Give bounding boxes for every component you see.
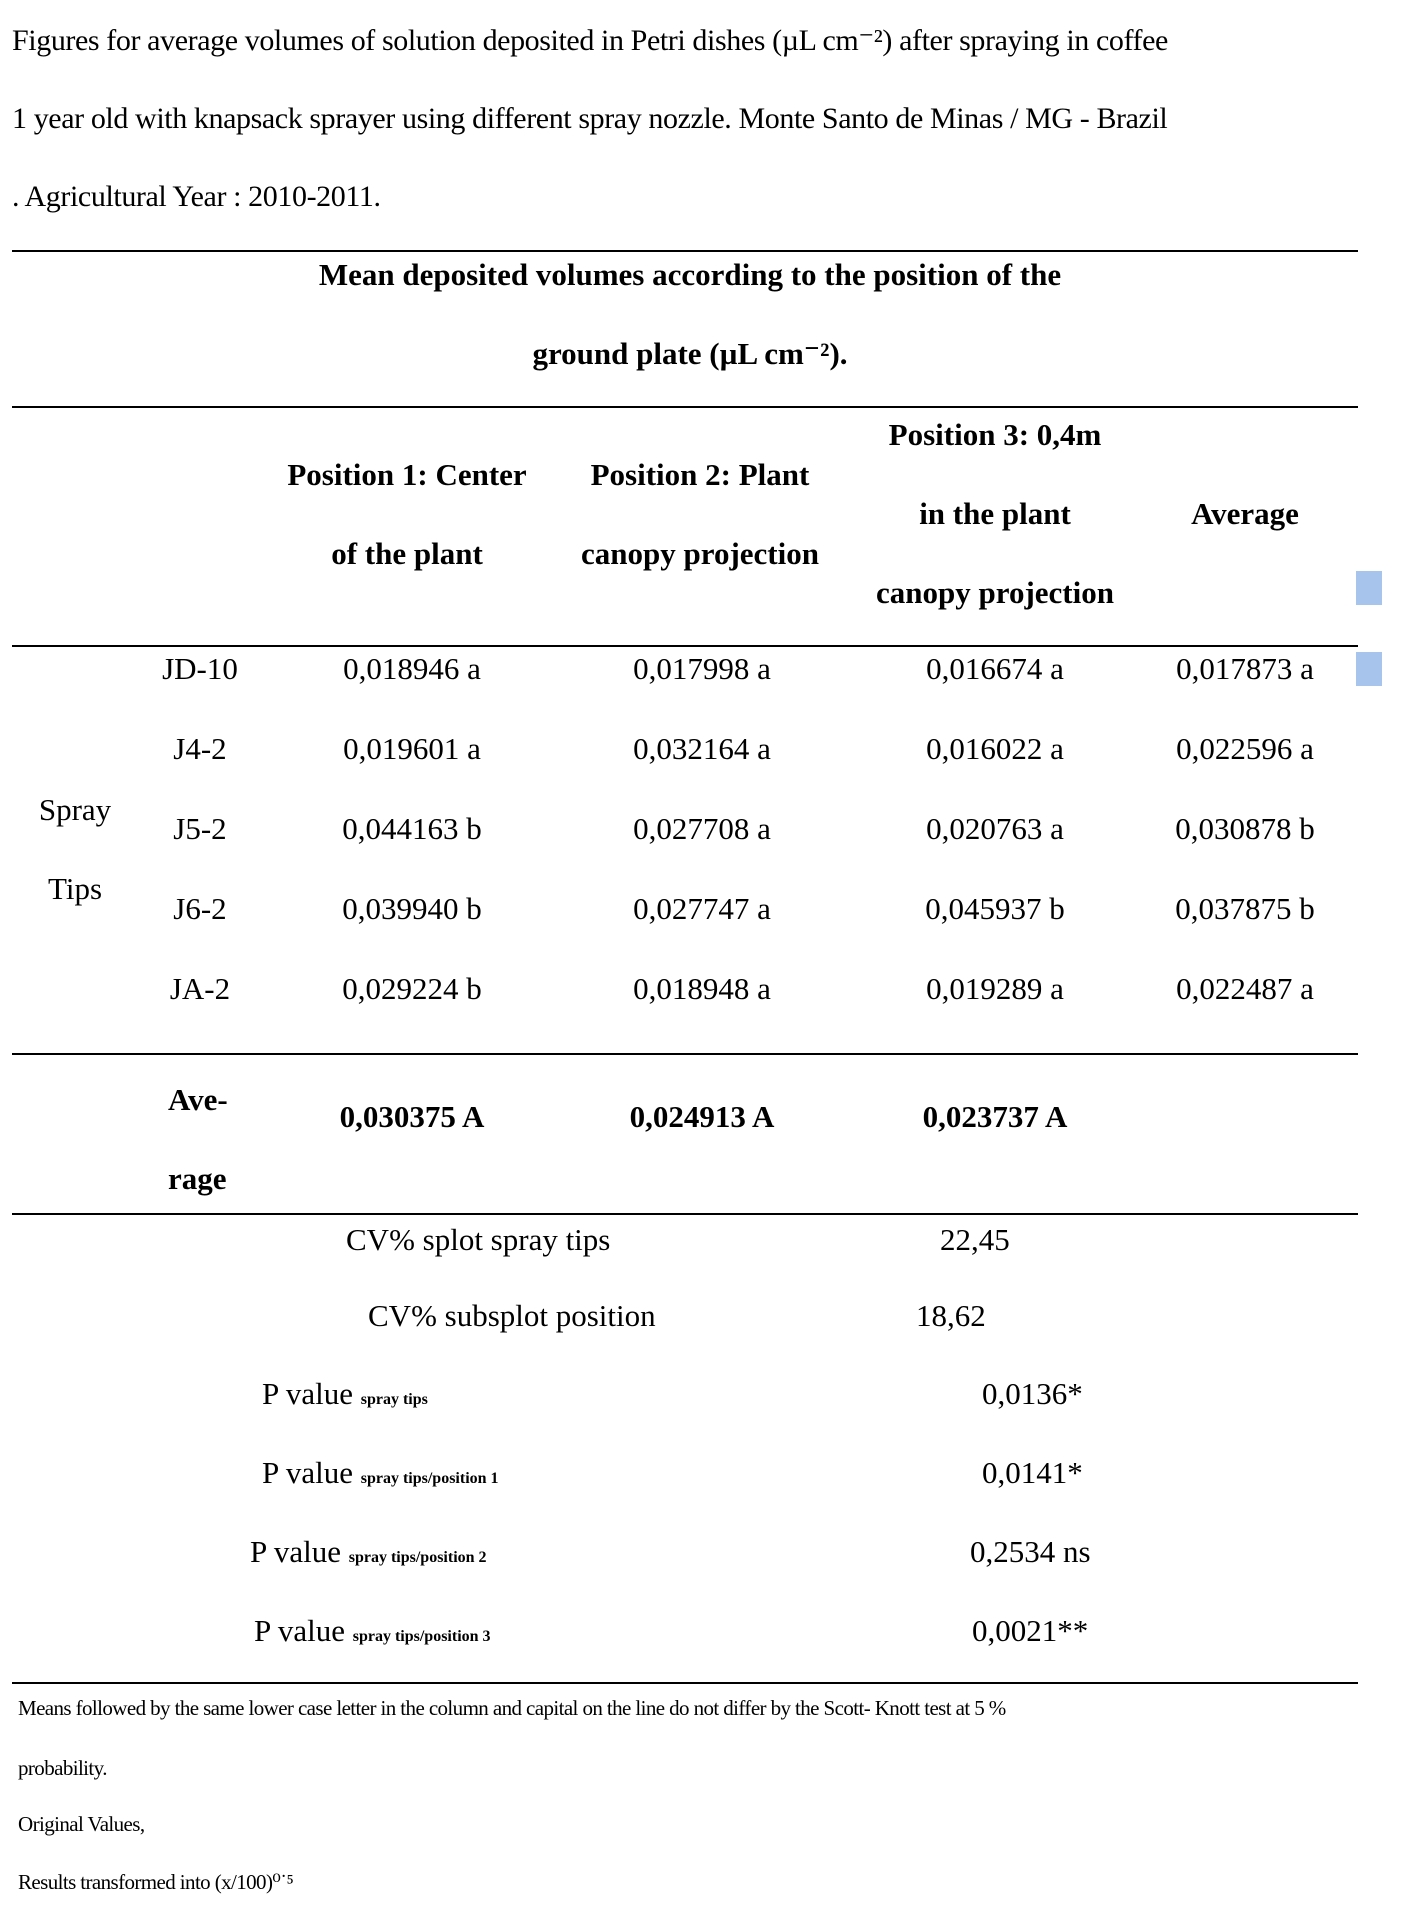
cell-value: 0,029224 b <box>342 971 482 1006</box>
column-header-position-3: Position 3: 0,4m in the plant canopy projection <box>876 417 1114 610</box>
row-label-j4-2: J4-2 <box>173 731 227 766</box>
cell-value: 0,037875 b <box>1175 891 1315 926</box>
caption-line-2: 1 year old with knapsack sprayer using different spray nozzle. Monte Santo de Minas / MG - Brazil <box>12 102 1168 135</box>
column-header-rule <box>12 645 1358 647</box>
average-position-1: 0,030375 A <box>339 1099 485 1134</box>
table-caption <box>12 2 1412 236</box>
body-bottom-rule <box>12 1053 1358 1055</box>
cell-value: 0,045937 b <box>925 891 1065 926</box>
cell-value: 0,032164 a <box>633 731 771 766</box>
cell-value: 0,017998 a <box>633 651 771 686</box>
column-header-position-1: Position 1: Center of the plant <box>287 457 527 571</box>
row-label-jd-10: JD-10 <box>162 651 238 686</box>
p-value-position-3-value: 0,0021** <box>972 1613 1089 1648</box>
cell-value: 0,030878 b <box>1175 811 1315 846</box>
cell-value: 0,019289 a <box>926 971 1064 1006</box>
footnote-line-1: Means followed by the same lower case letter in the column and capital on the line do not differ by the Scott- Knott test at 5 % <box>18 1696 1006 1720</box>
cv-position-value: 18,62 <box>916 1298 986 1333</box>
row-group-label: Spray Tips <box>38 792 112 906</box>
cell-value: 0,018946 a <box>343 651 481 686</box>
cell-value: 0,019601 a <box>343 731 481 766</box>
caption-line-3: . Agricultural Year : 2010-2011. <box>12 180 381 213</box>
cell-value: 0,020763 a <box>926 811 1064 846</box>
group-header-line-2: ground plate (µL cm⁻²). <box>532 336 848 371</box>
column-header-position-2: Position 2: Plant canopy projection <box>581 457 819 571</box>
cell-value: 0,018948 a <box>633 971 771 1006</box>
footnote-line-3: Original Values, <box>18 1812 145 1836</box>
cell-value: 0,027747 a <box>633 891 771 926</box>
average-position-2: 0,024913 A <box>629 1099 775 1134</box>
caption-line-1: Figures for average volumes of solution deposited in Petri dishes (µL cm⁻²) after spraying in coffee <box>12 24 1168 57</box>
row-label-ja-2: JA-2 <box>169 971 231 1006</box>
cell-value: 0,022487 a <box>1176 971 1314 1006</box>
p-value-tips-value: 0,0136* <box>982 1376 1083 1411</box>
side-marker <box>1356 571 1382 605</box>
footnote-line-2: probability. <box>18 1756 107 1780</box>
average-position-3: 0,023737 A <box>922 1099 1068 1134</box>
cv-spray-tips-value: 22,45 <box>940 1222 1010 1257</box>
cell-value: 0,016674 a <box>926 651 1064 686</box>
cv-position-label: CV% subsplot position <box>368 1298 656 1333</box>
cv-spray-tips-label: CV% splot spray tips <box>346 1222 611 1257</box>
footnote-line-4: Results transformed into (x/100)⁰˙⁵ <box>18 1870 294 1894</box>
p-value-position-1-value: 0,0141* <box>982 1455 1083 1490</box>
p-value-position-2-label: P value spray tips/position 2 <box>250 1534 487 1569</box>
group-header-rule <box>12 406 1358 408</box>
p-value-tips-label: P value spray tips <box>262 1376 428 1411</box>
cell-value: 0,016022 a <box>926 731 1064 766</box>
row-label-j5-2: J5-2 <box>173 811 227 846</box>
cell-value: 0,039940 b <box>342 891 482 926</box>
p-value-position-1-label: P value spray tips/position 1 <box>262 1455 499 1490</box>
cell-value: 0,022596 a <box>1176 731 1314 766</box>
p-value-position-3-label: P value spray tips/position 3 <box>254 1613 491 1648</box>
group-header-line-1: Mean deposited volumes according to the position of the <box>318 257 1062 292</box>
average-row-label: Ave- rage <box>168 1082 228 1196</box>
cell-value: 0,027708 a <box>633 811 771 846</box>
row-label-j6-2: J6-2 <box>173 891 227 926</box>
cell-value: 0,044163 b <box>342 811 482 846</box>
table-bottom-rule <box>12 1682 1358 1684</box>
group-header <box>200 235 1180 393</box>
column-header-average: Average <box>1191 496 1299 531</box>
cell-value: 0,017873 a <box>1176 651 1314 686</box>
p-value-position-2-value: 0,2534 ns <box>970 1534 1091 1569</box>
